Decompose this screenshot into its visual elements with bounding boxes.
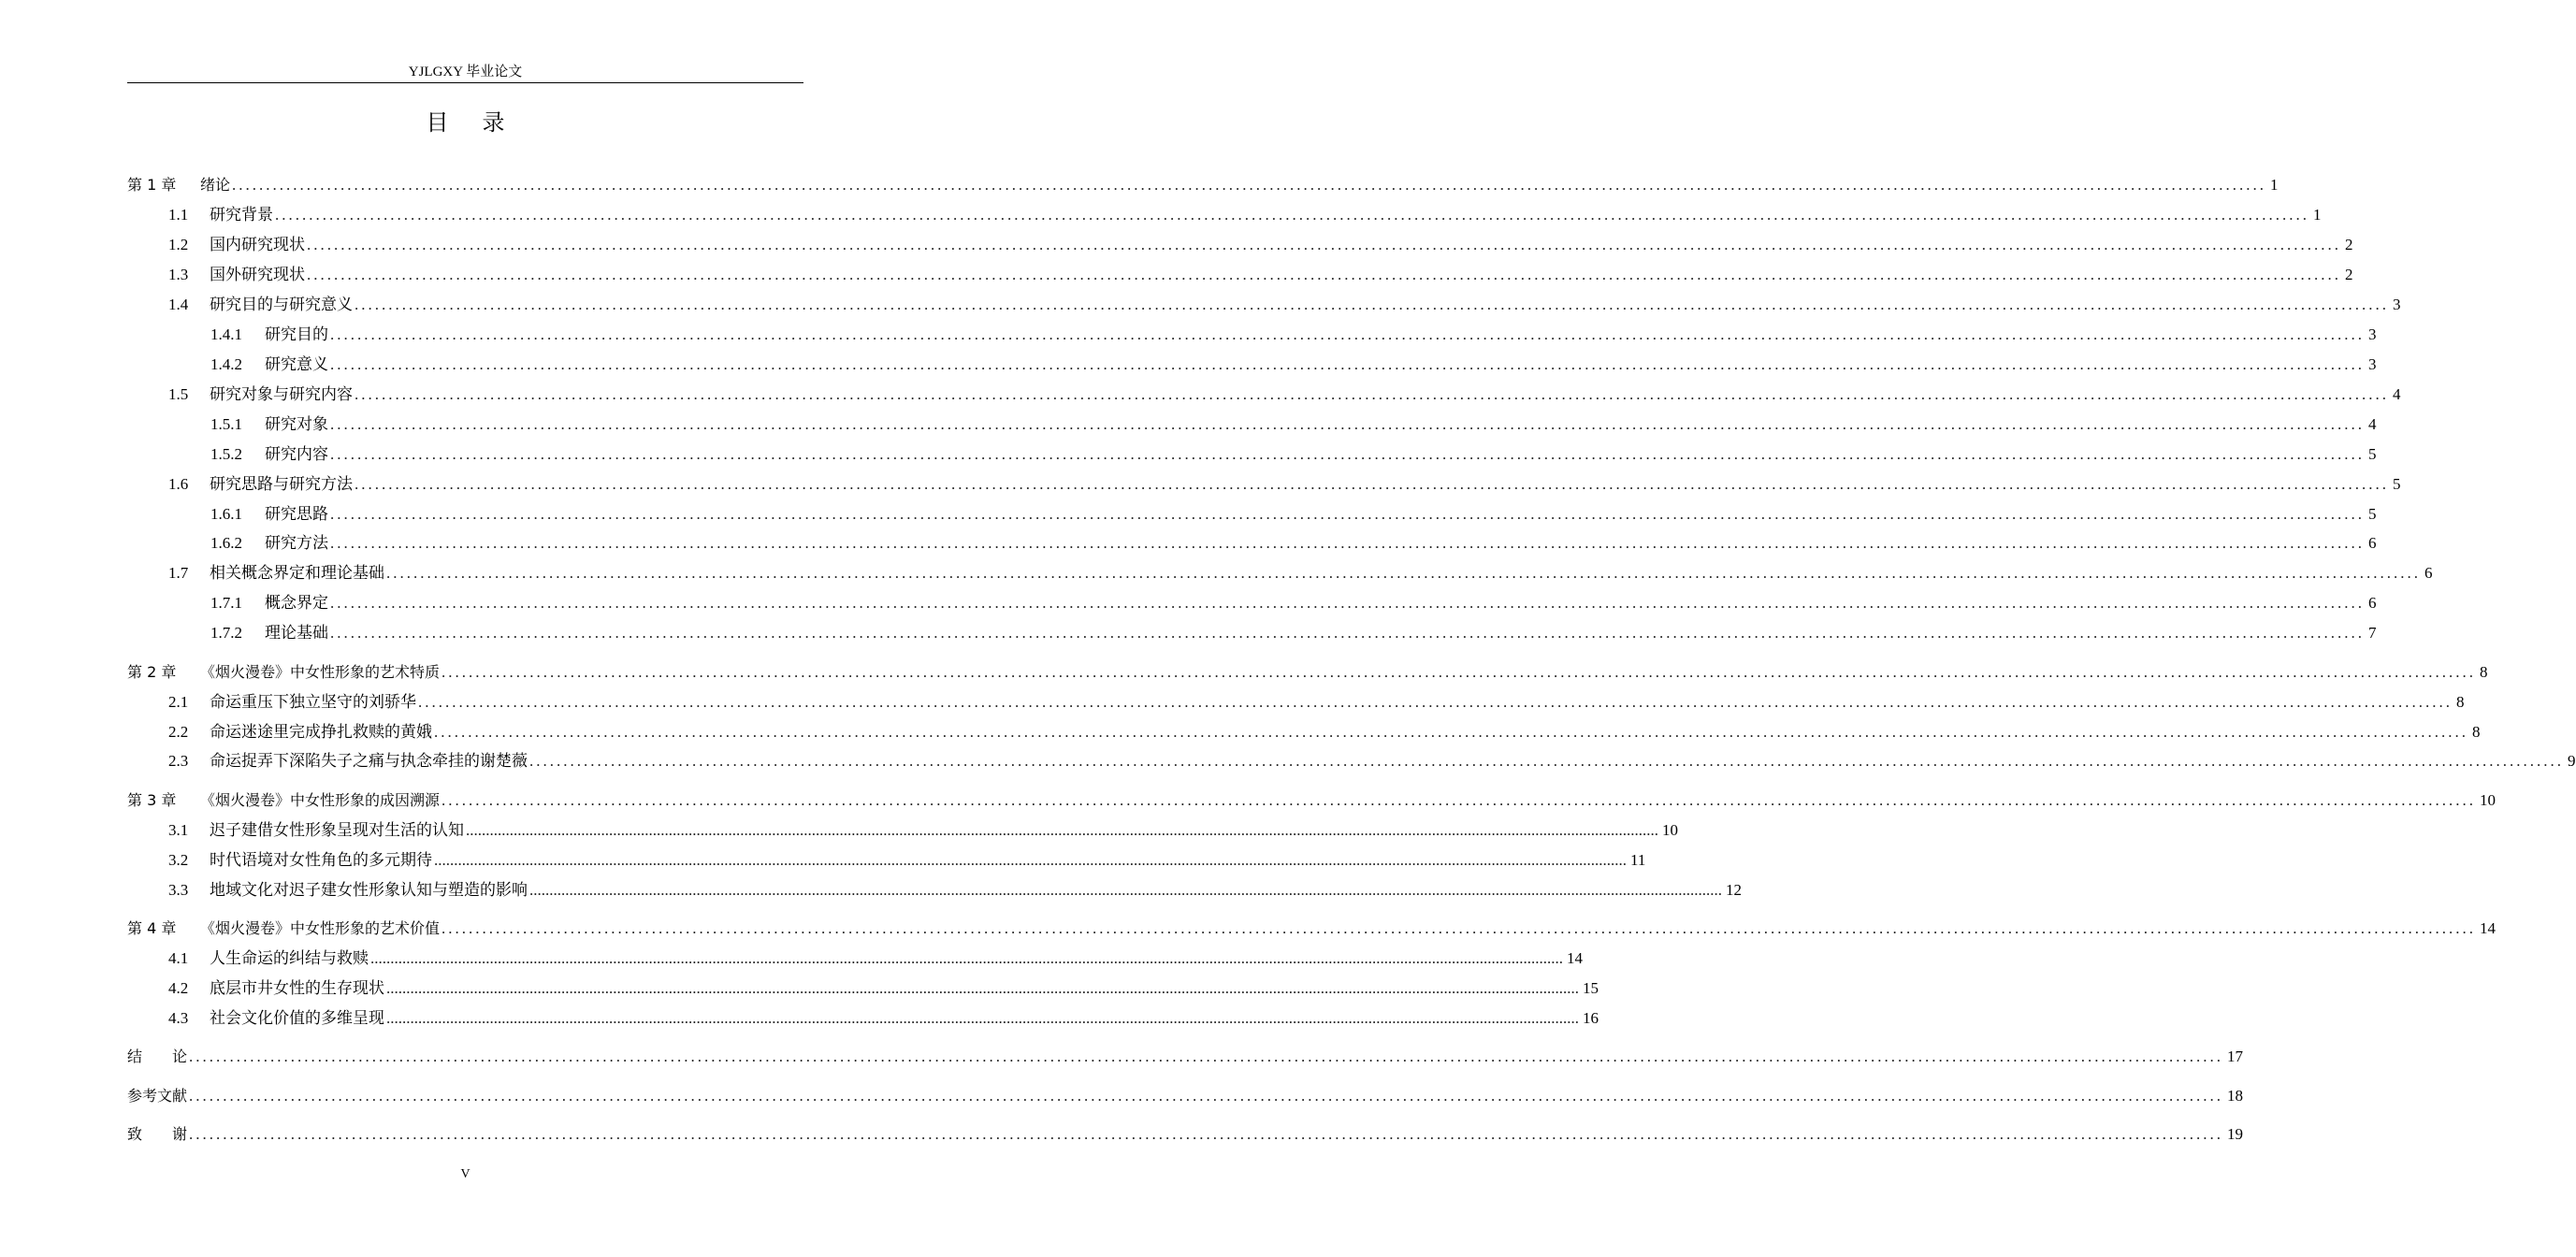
toc-page-number: 19 [2227,1125,2244,1143]
toc-section-entry[interactable] [168,846,1646,871]
toc-dot-leader: ............................................................................................................................................................................................................................................................................................................ [330,325,2365,343]
toc-entry-title: 国内研究现状 [210,236,305,253]
toc-entry-number: 2.3 [168,752,189,770]
toc-entry-number: 2.1 [168,693,189,711]
running-header: YJLGXY 毕业论文 [408,65,523,79]
toc-dot-leader: ............................................................................................................................................................................................................................................................................................................ [355,475,2389,493]
toc-entry-number: 1.6.1 [210,505,242,523]
toc-entry-title: 研究目的与研究意义 [210,296,353,313]
toc-section-entry[interactable] [210,441,2377,465]
toc-entry-number: 1.7.1 [210,594,242,612]
toc-page-number: 10 [2480,791,2496,809]
toc-section-entry[interactable] [168,688,2465,713]
toc-entry-title: 命运重压下独立坚守的刘骄华 [210,693,416,711]
toc-entry-number: 1.6 [168,475,189,493]
header-rule [127,82,803,83]
toc-page-number: 1 [2313,206,2322,224]
toc-section-entry[interactable] [168,291,2401,315]
toc-entry-title: 社会文化价值的多维呈现 [210,1009,384,1027]
toc-entry-number: 3.3 [168,881,189,899]
toc-dot-leader: ............................................................................................................................................................................................................................................................................................................ [189,1087,2224,1105]
toc-chapter-entry[interactable] [127,915,2496,939]
toc-section-entry[interactable] [210,411,2377,435]
toc-page-number: 16 [1583,1009,1599,1027]
toc-entry-number: 1.1 [168,206,189,224]
toc-section-entry[interactable] [168,201,2322,225]
toc-dot-leader: ............................................................................................................................................................................................................................................................................................................ [330,355,2365,373]
toc-page-number: 8 [2472,723,2481,741]
toc-entry-title: 研究背景 [210,206,273,224]
toc-section-entry[interactable] [168,1004,1599,1029]
toc-dot-leader: ............................................................................................................................................................................................................................................................................................................ [330,505,2365,523]
toc-entry-title: 地域文化对迟子建女性形象认知与塑造的影响 [210,881,528,899]
toc-entry-title: 研究方法 [265,534,328,552]
toc-entry-number: 3.1 [168,821,189,839]
toc-entry-title: 相关概念界定和理论基础 [210,564,384,582]
toc-page-number: 8 [2480,663,2488,681]
toc-dot-leader: ............................................................................................................................................................................................................................................................................................................ [418,693,2453,711]
toc-section-entry[interactable] [168,261,2353,285]
toc-page-number: 9 [2568,752,2576,770]
toc-section-entry[interactable] [168,470,2401,495]
toc-section-entry[interactable] [168,876,1742,901]
toc-chapter-entry[interactable] [127,787,2496,811]
toc-entry-number: 3.2 [168,851,189,869]
toc-entry-title: 绪论 [200,176,231,194]
toc-dot-leader: ............................................................................................................................................................................................................................................................................................................ [330,624,2365,642]
toc-dot-leader: ............................................................................................................................................................................................................................................................................................................ [189,1125,2224,1143]
toc-dot-leader: ............................................................................................................................................................................................................................................................................................................ [307,236,2341,253]
toc-dot-leader: ............................................................................................................................................................................................................................................................................................................ [441,791,2477,809]
toc-section-entry[interactable] [210,529,2377,554]
toc-entry-number: 4.3 [168,1009,189,1027]
toc-entry-title: 《烟火漫卷》中女性形象的艺术价值 [200,919,441,937]
toc-dot-leader: ............................................................................................................................................................................................................................................................................................................ [434,851,1627,869]
toc-chapter-entry[interactable] [127,1043,2244,1067]
toc-page-number: 6 [2368,594,2377,612]
toc-entry-number: 第 4 章 [127,919,177,937]
toc-page-number: 11 [1630,851,1646,869]
toc-section-entry[interactable] [168,381,2401,405]
toc-section-entry[interactable] [210,619,2377,643]
toc-page-number: 5 [2368,505,2377,523]
toc-entry-number: 1.4.1 [210,325,242,343]
toc-dot-leader: ............................................................................................................................................................................................................................................................................................................ [386,564,2421,582]
toc-dot-leader: ............................................................................................................................................................................................................................................................................................................ [441,919,2477,937]
toc-chapter-entry[interactable] [127,171,2279,195]
toc-section-entry[interactable] [210,589,2377,614]
toc-entry-title: 人生命运的纠结与救赎 [210,949,369,967]
toc-entry-title: 研究对象与研究内容 [210,385,353,403]
toc-entry-title: 研究思路与研究方法 [210,475,353,493]
toc-entry-title: 研究意义 [265,355,328,373]
toc-dot-leader: ............................................................................................................................................................................................................................................................................................................ [330,534,2365,552]
toc-entry-title: 概念界定 [265,594,328,612]
toc-section-entry[interactable] [210,321,2377,345]
toc-dot-leader: ............................................................................................................................................................................................................................................................................................................ [355,296,2389,313]
toc-entry-number: 1.6.2 [210,534,242,552]
toc-chapter-entry[interactable] [127,1120,2244,1145]
toc-entry-number: 1.3 [168,266,189,283]
toc-page-number: 4 [2368,415,2377,433]
toc-entry-title: 《烟火漫卷》中女性形象的艺术特质 [200,663,441,681]
toc-entry-number: 参考文献 [127,1087,188,1105]
toc-page-number: 5 [2368,445,2377,463]
toc-entry-title: 国外研究现状 [210,266,305,283]
toc-entry-number: 1.5.2 [210,445,242,463]
toc-entry-title: 研究内容 [265,445,328,463]
toc-entry-title: 时代语境对女性角色的多元期待 [210,851,432,869]
toc-dot-leader: ............................................................................................................................................................................................................................................................................................................ [232,176,2267,194]
toc-page-number: 3 [2393,296,2401,313]
toc-page-number: 2 [2345,266,2353,283]
toc-dot-leader: ............................................................................................................................................................................................................................................................................................................ [275,206,2309,224]
toc-chapter-entry[interactable] [127,1082,2244,1106]
toc-entry-number: 4.2 [168,979,189,997]
toc-page-number: 14 [1567,949,1583,967]
toc-entry-title: 《烟火漫卷》中女性形象的成因溯源 [200,791,441,809]
toc-section-entry[interactable] [168,945,1583,969]
toc-page-number: 15 [1583,979,1599,997]
toc-chapter-entry[interactable] [127,658,2488,683]
toc-dot-leader: ............................................................................................................................................................................................................................................................................................................ [529,881,1722,899]
toc-entry-title: 研究目的 [265,325,328,343]
toc-dot-leader: ............................................................................................................................................................................................................................................................................................................ [330,594,2365,612]
toc-dot-leader: ............................................................................................................................................................................................................................................................................................................ [466,821,1658,839]
toc-entry-number: 1.5 [168,385,189,403]
toc-dot-leader: ............................................................................................................................................................................................................................................................................................................ [434,723,2468,741]
toc-page-number: 6 [2368,534,2377,552]
toc-entry-title: 命运捉弄下深陷失子之痛与执念牵挂的谢楚薇 [210,752,528,770]
toc-dot-leader: ............................................................................................................................................................................................................................................................................................................ [189,1048,2224,1065]
toc-dot-leader: ............................................................................................................................................................................................................................................................................................................ [355,385,2389,403]
toc-section-entry[interactable] [210,500,2377,525]
toc-entry-title: 研究对象 [265,415,328,433]
toc-dot-leader: ............................................................................................................................................................................................................................................................................................................ [441,663,2477,681]
page-number: V [460,1167,470,1181]
toc-dot-leader: ............................................................................................................................................................................................................................................................................................................ [370,949,1563,967]
toc-entry-number: 1.7.2 [210,624,242,642]
toc-page-number: 2 [2345,236,2353,253]
toc-entry-number: 1.4.2 [210,355,242,373]
toc-page-number: 3 [2368,325,2377,343]
toc-section-entry[interactable] [168,816,1678,841]
toc-entry-number: 第 3 章 [127,791,177,809]
toc-page-number: 12 [1726,881,1742,899]
toc-section-entry[interactable] [168,975,1599,999]
toc-entry-title: 理论基础 [265,624,328,642]
toc-section-entry[interactable] [168,718,2481,743]
toc-dot-leader: ............................................................................................................................................................................................................................................................................................................ [386,979,1579,997]
toc-entry-title: 底层市井女性的生存现状 [210,979,384,997]
toc-entry-title: 迟子建借女性形象呈现对生活的认知 [210,821,464,839]
toc-dot-leader: ............................................................................................................................................................................................................................................................................................................ [529,752,2564,770]
toc-page-number: 17 [2227,1048,2244,1065]
toc-section-entry[interactable] [210,351,2377,375]
toc-dot-leader: ............................................................................................................................................................................................................................................................................................................ [307,266,2341,283]
toc-section-entry[interactable] [168,747,2576,772]
toc-page-number: 18 [2227,1087,2244,1105]
toc-entry-title: 研究思路 [265,505,328,523]
page-title: 目录 [426,109,539,136]
toc-page-number: 14 [2480,919,2496,937]
toc-entry-number: 致 谢 [127,1125,188,1143]
toc-page-number: 10 [1662,821,1678,839]
toc-section-entry[interactable] [168,559,2433,584]
toc-section-entry[interactable] [168,231,2353,255]
toc-dot-leader: ............................................................................................................................................................................................................................................................................................................ [330,415,2365,433]
toc-entry-number: 4.1 [168,949,189,967]
toc-entry-number: 1.2 [168,236,189,253]
toc-entry-number: 2.2 [168,723,189,741]
toc-entry-number: 第 2 章 [127,663,177,681]
toc-entry-number: 1.5.1 [210,415,242,433]
toc-entry-number: 第 1 章 [127,176,177,194]
toc-dot-leader: ............................................................................................................................................................................................................................................................................................................ [386,1009,1579,1027]
toc-entry-number: 结 论 [127,1048,188,1065]
toc-page-number: 5 [2393,475,2401,493]
toc-page-number: 1 [2270,176,2279,194]
toc-page-number: 4 [2393,385,2401,403]
toc-page-number: 8 [2456,693,2465,711]
toc-dot-leader: ............................................................................................................................................................................................................................................................................................................ [330,445,2365,463]
toc-page-number: 7 [2368,624,2377,642]
toc-entry-title: 命运迷途里完成挣扎救赎的黄娥 [210,723,432,741]
toc-entry-number: 1.4 [168,296,189,313]
toc-entry-number: 1.7 [168,564,189,582]
toc-page-number: 3 [2368,355,2377,373]
toc-page-number: 6 [2424,564,2433,582]
